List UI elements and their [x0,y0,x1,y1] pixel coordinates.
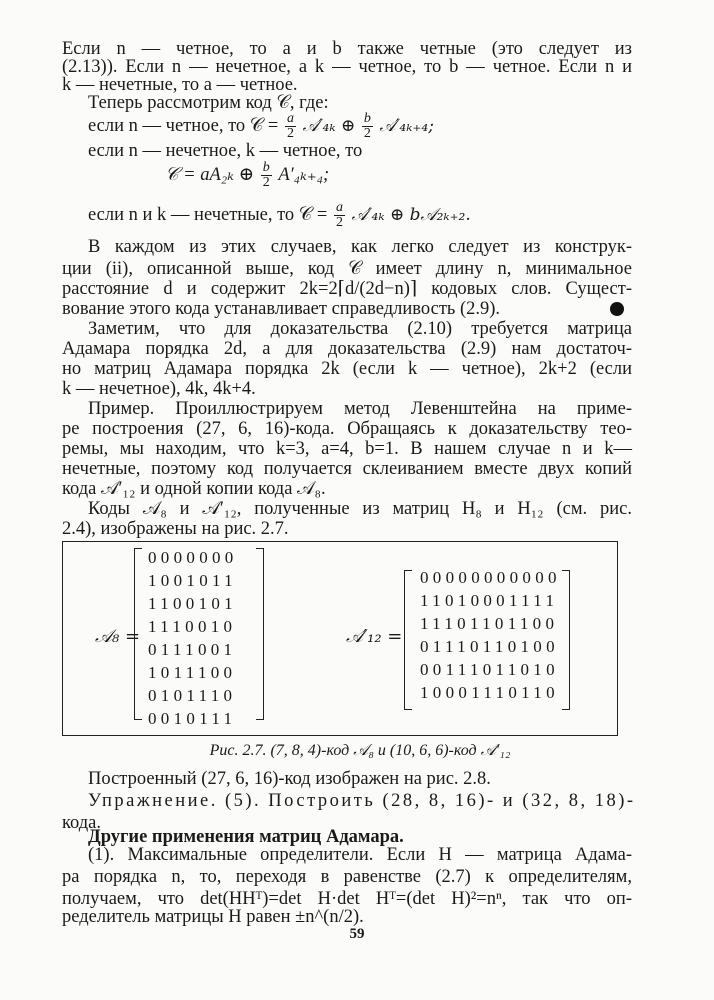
matrix-a8-left-bracket [134,548,142,720]
matrix-a8-row: 0101110 [148,686,237,705]
matrix-a8-right-bracket [256,548,264,720]
text-line-16: k — нечетное), 4k, 4k+4. [62,379,256,399]
matrix-a12-row: 11010001111 [420,591,559,610]
matrix-a12-rows [420,566,561,704]
matrix-a12-label: 𝒜′₁₂ = [346,626,403,647]
text-line-10: ции (ii), описанной выше, код 𝒞 имеет длину n, минимальное [62,259,632,279]
text-line-11: расстояние d и содержит 2k=2⌈d/(2d−n)⌉ кодовых слов. Сущест- [62,279,632,299]
formula-term-third: 𝒜′₄ₖ ⊕ b𝒜₂ₖ₊₂. [351,205,471,225]
text-line-24: Построенный (27, 6, 16)-код изображен на рис. 2.8. [88,769,491,789]
text-line-26: кода. [62,813,102,833]
matrix-a12-row: 10001110110 [420,683,559,702]
text-line-13: Заметим, что для доказательства (2.10) требуется матрица [88,319,632,339]
matrix-a8-row: 1001011 [148,571,237,590]
text-line-28: (1). Максимальные определители. Если H — матрица Адама- [88,845,632,865]
text-line-6: если n — нечетное, k — четное, то [88,141,363,161]
formula-term-a4k4-second: A′₄ₖ₊₄; [278,165,330,185]
text-line-19: ремы, мы находим, что k=3, a=4, b=1. В нашем случае n и k— [62,439,632,459]
figure-border-bottom [62,735,618,736]
text-line-4: Теперь рассмотрим код 𝒞, где: [88,93,329,113]
matrix-a12-row: 00000000000 [420,568,561,587]
matrix-a8-row: 0010111 [148,709,237,728]
text-line-15: но матриц Адамара порядка 2k (если k — четное), 2k+2 (если [62,359,632,379]
text-line-23: 2.4), изображены на рис. 2.7. [62,519,289,539]
text-line-18: ре построения (27, 6, 16)-кода. Обращаясь к доказательству тео- [62,419,632,439]
matrix-a12-right-bracket [562,570,570,710]
formula-term-a4k4: 𝒜′₄ₖ₊₄; [379,116,434,136]
text-line-30: получаем, что det(HHᵀ)=det H·det Hᵀ=(det H)²=nⁿ, так что оп- [62,889,632,909]
text-line-12 [62,298,632,320]
fraction-a-over-2-third: $\frac{a}{2}$ [335,200,343,231]
text-line-12-content: вование этого кода устанавливает справедливость (2.9). [62,299,501,319]
text-line-31: ределитель матрицы H равен ±n^(n/2). [62,907,364,927]
section-heading: Другие применения матриц Адамара. [88,827,404,847]
text-line-17: Пример. Проиллюстрируем метод Левенштейна на приме- [88,399,632,419]
matrix-a8-row: 0111001 [148,640,237,659]
fraction-b-over-2: $\frac{b}{2}$ [363,111,371,142]
matrix-a12-row: 01110110100 [420,637,559,656]
text-line-14: Адамара порядка 2d, а для доказательства (2.9) нам достаточ- [62,339,632,359]
figure-caption: Рис. 2.7. (7, 8, 4)-код 𝒜₈ и (10, 6, 6)-код 𝒜′₁₂ [209,742,511,759]
matrix-a8-row: 1110010 [148,617,237,636]
text-line-21: кода 𝒜′₁₂ и одной копии кода 𝒜₈. [62,479,326,499]
matrix-a12-row: 00111011010 [420,660,559,679]
text-line-2: (2.13)). Если n — нечетное, а k — четное, то b — четное. Если n и [62,57,632,77]
text-line-25: Упражнение. (5). Построить (28, 8, 16)- и (32, 8, 18)- [88,791,636,811]
text-line-20: нечетные, поэтому код получается склеиванием вместе двух копий [62,459,632,479]
formula-term-a4k: 𝒜′₄ₖ ⊕ [302,116,356,136]
matrix-a8-row: 1011100 [148,663,237,682]
formula-case-odd-even [165,156,465,194]
fraction-a-over-2: $\frac{a}{2}$ [286,111,294,142]
formula-c-equals: 𝒞 = aA₂ₖ ⊕ [165,165,255,185]
fraction-b-over-2-second: $\frac{b}{2}$ [262,160,270,191]
text-line-3: k — нечетные, то a — четное. [62,75,298,95]
formula-case-even-label: если n — четное, то 𝒞 = [88,116,279,136]
matrix-a8-row: 0000000 [148,548,238,567]
text-line-22: Коды 𝒜₈ и 𝒜′₁₂, полученные из матриц H₈ и H₁₂ (см. рис. [88,499,632,519]
matrix-a12-left-bracket [404,570,412,710]
matrix-a12-row: 11101101100 [420,614,559,633]
text-line-29: ра порядка n, то, переходя в равенстве (2.7) к определителям, [62,867,632,887]
matrix-a8-label: 𝒜₈ = [95,626,141,647]
formula-case-even [88,108,632,144]
formula-case-odd-odd [88,196,632,234]
matrix-a8-rows [148,546,238,730]
end-of-proof-icon [610,302,624,316]
text-line-9: В каждом из этих случаев, как легко следует из конструк- [88,237,632,257]
page-number: 59 [349,926,365,942]
text-line-1: Если n — четное, то a и b также четные (это следует из [62,39,632,59]
formula-case-odd-label: если n и k — нечетные, то 𝒞 = [88,205,328,225]
matrix-a8-row: 1100101 [148,594,237,613]
